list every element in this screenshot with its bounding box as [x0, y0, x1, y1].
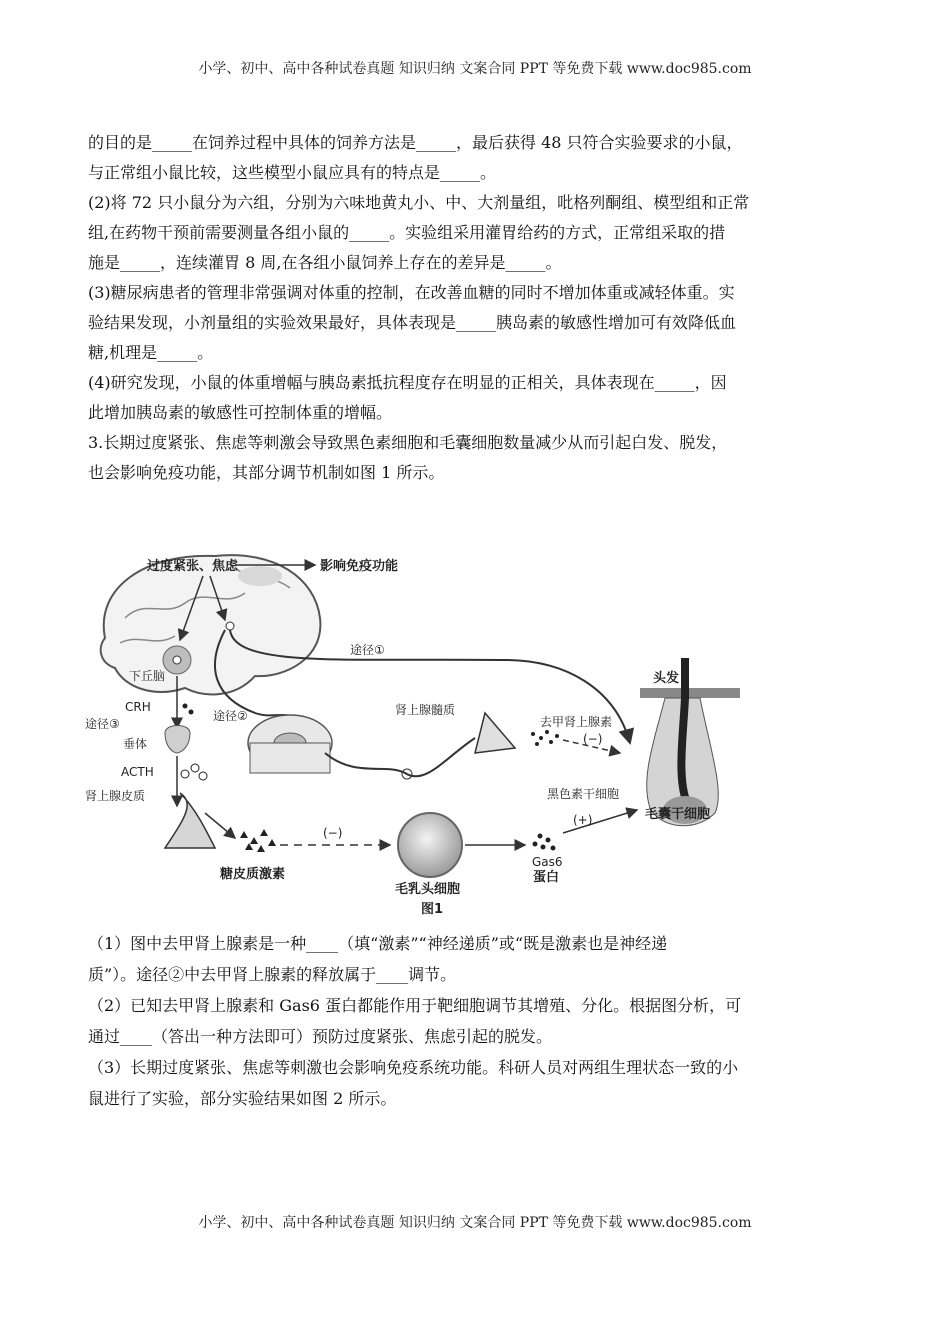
page-footer: 小学、初中、高中各种试卷真题 知识归纳 文案合同 PPT 等免费下载 www.doc985.com [198, 1215, 752, 1231]
pathway1-label: 途径① [350, 643, 385, 657]
spinal-cord [248, 715, 332, 773]
gas6-label-line1: Gas6 [532, 855, 563, 869]
minus2-label: (−) [583, 732, 603, 746]
paragraph: 糖,机理是_____。 [88, 343, 214, 362]
crh-label: CRH [125, 700, 151, 714]
pathway3-label: 途径③ [85, 717, 120, 731]
hypothalamus-label: 下丘脑 [129, 669, 166, 683]
melanocyte-label: 黑色素干细胞 [547, 787, 620, 801]
sub-questions [88, 928, 868, 1114]
question-line: （1）图中去甲肾上腺素是一种____（填“激素”“神经递质”或“既是激素也是神经递 [88, 934, 668, 953]
plus-label: (+) [573, 813, 593, 827]
acth-label: ACTH [121, 765, 154, 779]
paragraph: 此增加胰岛素的敏感性可控制体重的增幅。 [88, 403, 393, 422]
immune-label: 影响免疫功能 [320, 559, 399, 574]
paragraph: 施是_____，连续灌胃 8 周,在各组小鼠饲养上存在的差异是_____。 [88, 253, 562, 272]
question-line: 质”）。途径②中去甲肾上腺素的释放属于____调节。 [88, 965, 457, 984]
pathway2-label: 途径② [213, 709, 248, 723]
page-header: 小学、初中、高中各种试卷真题 知识归纳 文案合同 PPT 等免费下载 www.doc985.com [198, 61, 752, 77]
paragraph: 也会影响免疫功能，其部分调节机制如图 1 所示。 [88, 463, 445, 482]
paragraph: (2)将 72 只小鼠分为六组，分别为六味地黄丸小、中、大剂量组，吡格列酮组、模型组和正常 [88, 193, 750, 212]
paragraph: 的目的是_____在饲养过程中具体的饲养方法是_____，最后获得 48 只符合实验要求的小鼠， [88, 133, 743, 152]
paragraph: 验结果发现，小剂量组的实验效果最好，具体表现是_____胰岛素的敏感性增加可有效降低血 [88, 313, 737, 332]
gas6-label-line2: 蛋白 [533, 870, 560, 885]
question-line: 鼠进行了实验，部分实验结果如图 2 所示。 [88, 1089, 397, 1108]
question-line: （3）长期过度紧张、焦虑等刺激也会影响免疫系统功能。科研人员对两组生理状态一致的小 [88, 1058, 739, 1077]
dermal-papilla-label: 毛乳头细胞 [395, 882, 461, 897]
paragraph: 3.长期过度紧张、焦虑等刺激会导致黑色素细胞和毛囊细胞数量减少从而引起白发、脱发， [88, 433, 728, 452]
question-line: 通过____（答出一种方法即可）预防过度紧张、焦虑引起的脱发。 [88, 1027, 553, 1046]
figure-caption: 图1 [421, 902, 444, 917]
norepinephrine-label: 去甲肾上腺素 [540, 715, 613, 729]
figure-1-diagram [85, 548, 765, 918]
hair-label: 头发 [653, 671, 680, 686]
question-body [88, 128, 868, 488]
follicle-stem-label: 毛囊干细胞 [645, 807, 711, 822]
minus1-label: (−) [323, 826, 343, 840]
stress-label: 过度紧张、焦虑 [147, 559, 239, 574]
pituitary-label: 垂体 [123, 737, 148, 751]
question-line: （2）已知去甲肾上腺素和 Gas6 蛋白都能作用于靶细胞调节其增殖、分化。根据图分析，可 [88, 996, 742, 1015]
paragraph: 组,在药物干预前需要测量各组小鼠的_____。实验组采用灌胃给药的方式，正常组采取的措 [88, 223, 726, 242]
paragraph: 与正常组小鼠比较，这些模型小鼠应具有的特点是_____。 [88, 163, 497, 182]
glucocorticoid-label: 糖皮质激素 [220, 867, 286, 882]
adrenal-medulla-label: 肾上腺髓质 [395, 703, 456, 717]
paragraph: (4)研究发现，小鼠的体重增幅与胰岛素抵抗程度存在明显的正相关，具体表现在_____，因 [88, 373, 727, 392]
adrenal-cortex-label: 肾上腺皮质 [85, 789, 146, 803]
paragraph: (3)糖尿病患者的管理非常强调对体重的控制，在改善血糖的同时不增加体重或减轻体重。实 [88, 283, 735, 302]
